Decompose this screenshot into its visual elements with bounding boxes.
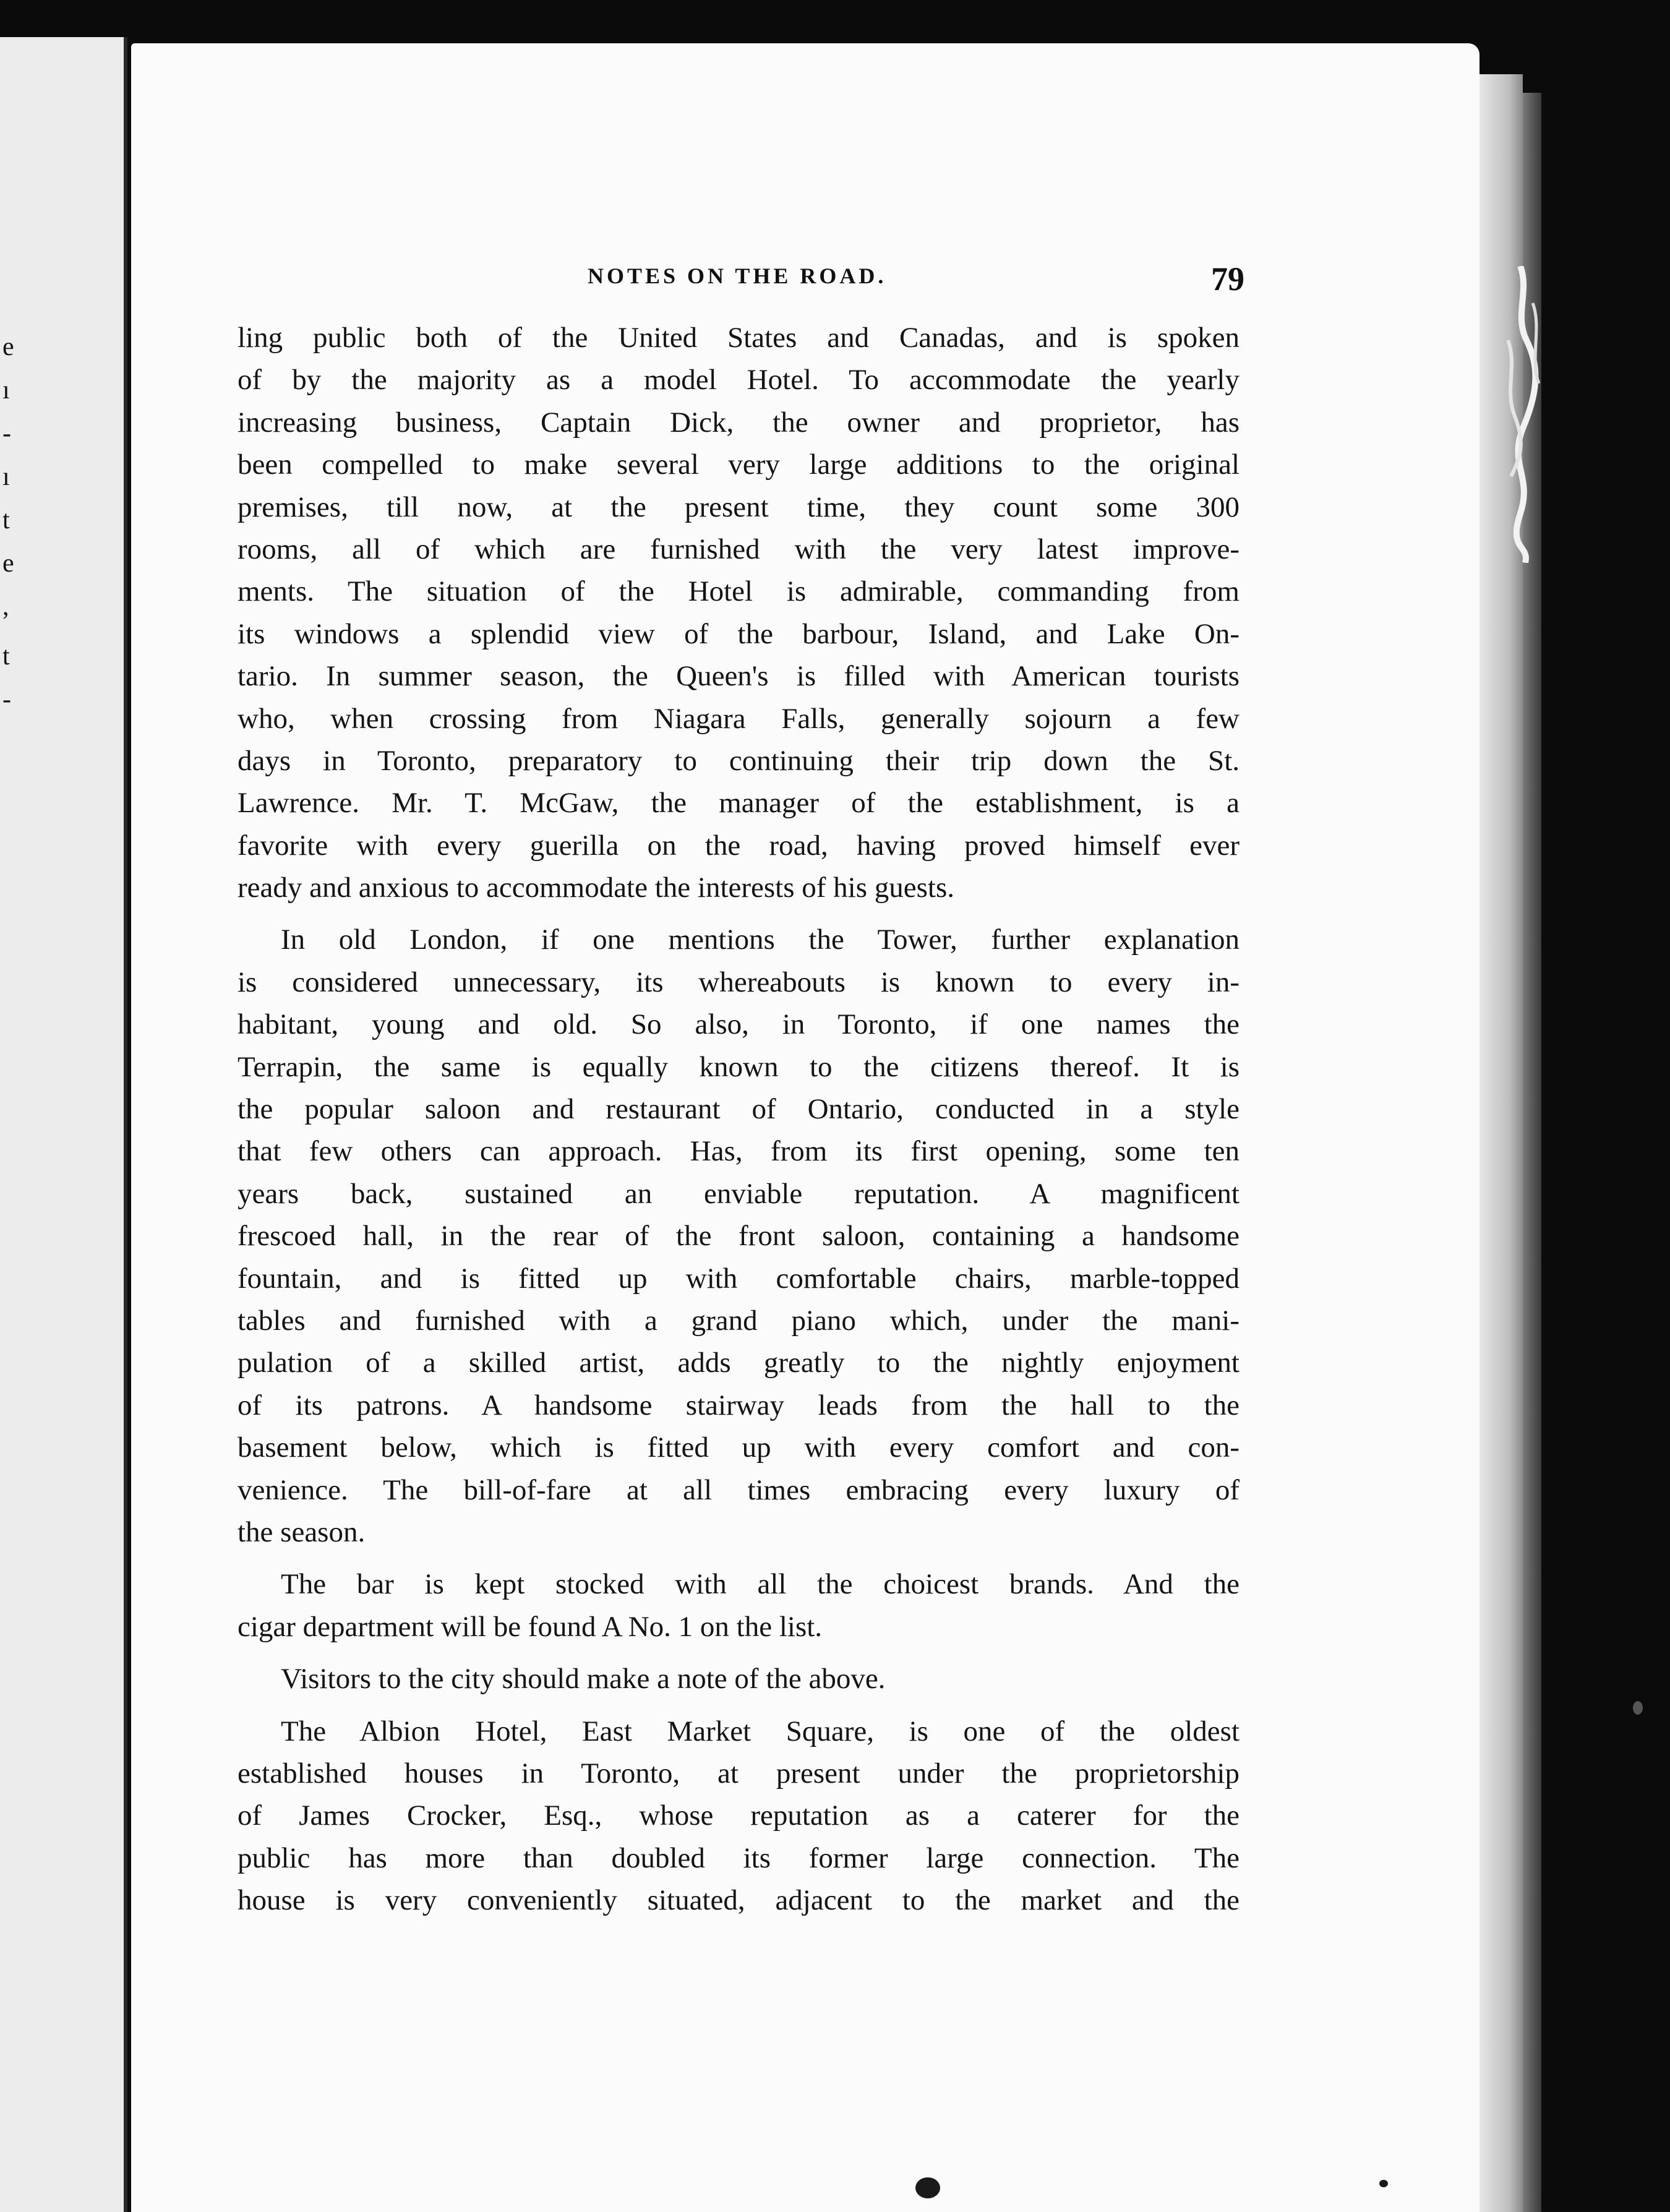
left-page-fragment: t [2, 642, 10, 671]
text-line: venience. The bill-of-fare at all times embracing every luxury of [238, 1473, 1240, 1506]
text-line: The Albion Hotel, East Market Square, is one of the oldest [281, 1715, 1240, 1747]
text-line: ments. The situation of the Hotel is admirable, commanding from [238, 575, 1240, 608]
text-line: is considered unnecessary, its whereabouts is known to every in- [238, 966, 1240, 998]
text-line: pulation of a skilled artist, adds greatly to the nightly enjoyment [238, 1347, 1240, 1379]
text-line: years back, sustained an enviable reputation. A magnificent [238, 1177, 1240, 1210]
left-page-fragment: e [2, 333, 14, 361]
running-head: NOTES ON THE ROAD. [588, 264, 887, 288]
text-line: that few others can approach. Has, from its first opening, some ten [238, 1135, 1240, 1168]
paragraph-gap [238, 1700, 1240, 1710]
text-line: cigar department will be found A No. 1 on the list. [238, 1610, 823, 1643]
text-line: who, when crossing from Niagara Falls, generally sojourn a few [238, 702, 1240, 735]
text-line: Lawrence. Mr. T. McGaw, the manager of the establishment, is a [238, 787, 1240, 820]
text-line: frescoed hall, in the rear of the front saloon, containing a handsome [238, 1220, 1240, 1253]
left-page-fragment: - [2, 685, 11, 714]
text-line: In old London, if one mentions the Tower, further explanation [281, 924, 1240, 956]
left-page-fragment: ı [2, 463, 10, 491]
left-page-fragment: , [2, 593, 9, 621]
text-line: house is very conveniently situated, adjacent to the market and the [238, 1884, 1240, 1917]
paragraph [238, 1658, 1240, 1700]
text-line: tario. In summer season, the Queen's is filled with American tourists [238, 660, 1240, 693]
scan-speck [1633, 1701, 1643, 1715]
text-line: tables and furnished with a grand piano which, under the mani- [238, 1304, 1240, 1337]
text-line: ling public both of the United States and Canadas, and is spoken [238, 322, 1240, 354]
paragraph-gap [238, 1553, 1240, 1563]
text-line: the popular saloon and restaurant of Ontario, conducted in a style [238, 1093, 1240, 1126]
text-line: of its patrons. A handsome stairway leads from the hall to the [238, 1389, 1240, 1421]
left-page-edge [0, 37, 127, 2212]
scan-speck [1379, 2180, 1388, 2187]
text-line: of James Crocker, Esq., whose reputation as a caterer for the [238, 1799, 1240, 1832]
text-line: habitant, young and old. So also, in Toronto, if one names the [238, 1008, 1240, 1041]
left-page-fragment: t [2, 506, 10, 534]
left-page-fragment: e [2, 549, 14, 578]
left-page-fragment: - [2, 419, 11, 448]
text-line: been compelled to make several very large additions to the original [238, 448, 1240, 481]
text-line: ready and anxious to accommodate the interests of his guests. [238, 872, 955, 904]
text-line: Terrapin, the same is equally known to the citizens thereof. It is [238, 1050, 1240, 1083]
text-line: of by the majority as a model Hotel. To accommodate the yearly [238, 364, 1240, 397]
text-line: fountain, and is fitted up with comfortable chairs, marble-topped [238, 1262, 1240, 1295]
text-line: its windows a splendid view of the barbour, Island, and Lake On- [238, 617, 1240, 650]
torn-paper-fiber [1496, 266, 1551, 563]
text-line: Visitors to the city should make a note of the above. [281, 1663, 886, 1695]
text-line: favorite with every guerilla on the road, having proved himself ever [238, 829, 1240, 862]
paragraph-gap [238, 909, 1240, 919]
text-line: premises, till now, at the present time, they count some 300 [238, 491, 1240, 523]
text-line: days in Toronto, preparatory to continuing their trip down the St. [238, 744, 1240, 777]
paragraph [238, 317, 1240, 909]
text-line: The bar is kept stocked with all the choicest brands. And the [281, 1568, 1240, 1601]
scan-speck [915, 2177, 940, 2198]
text-line: basement below, which is fitted up with every comfort and con- [238, 1431, 1240, 1464]
left-page-fragment: ı [2, 376, 10, 405]
paragraph [238, 919, 1240, 1553]
body-text [238, 317, 1240, 1921]
page-number: 79 [1211, 260, 1244, 298]
text-line: the season. [238, 1515, 366, 1548]
paragraph [238, 1710, 1240, 1922]
text-line: public has more than doubled its former large connection. The [238, 1841, 1240, 1874]
text-line: rooms, all of which are furnished with the very latest improve- [238, 533, 1240, 565]
text-line: increasing business, Captain Dick, the owner and proprietor, has [238, 406, 1240, 439]
text-line: established houses in Toronto, at present under the proprietorship [238, 1757, 1240, 1790]
paragraph-gap [238, 1648, 1240, 1658]
paragraph [238, 1563, 1240, 1648]
